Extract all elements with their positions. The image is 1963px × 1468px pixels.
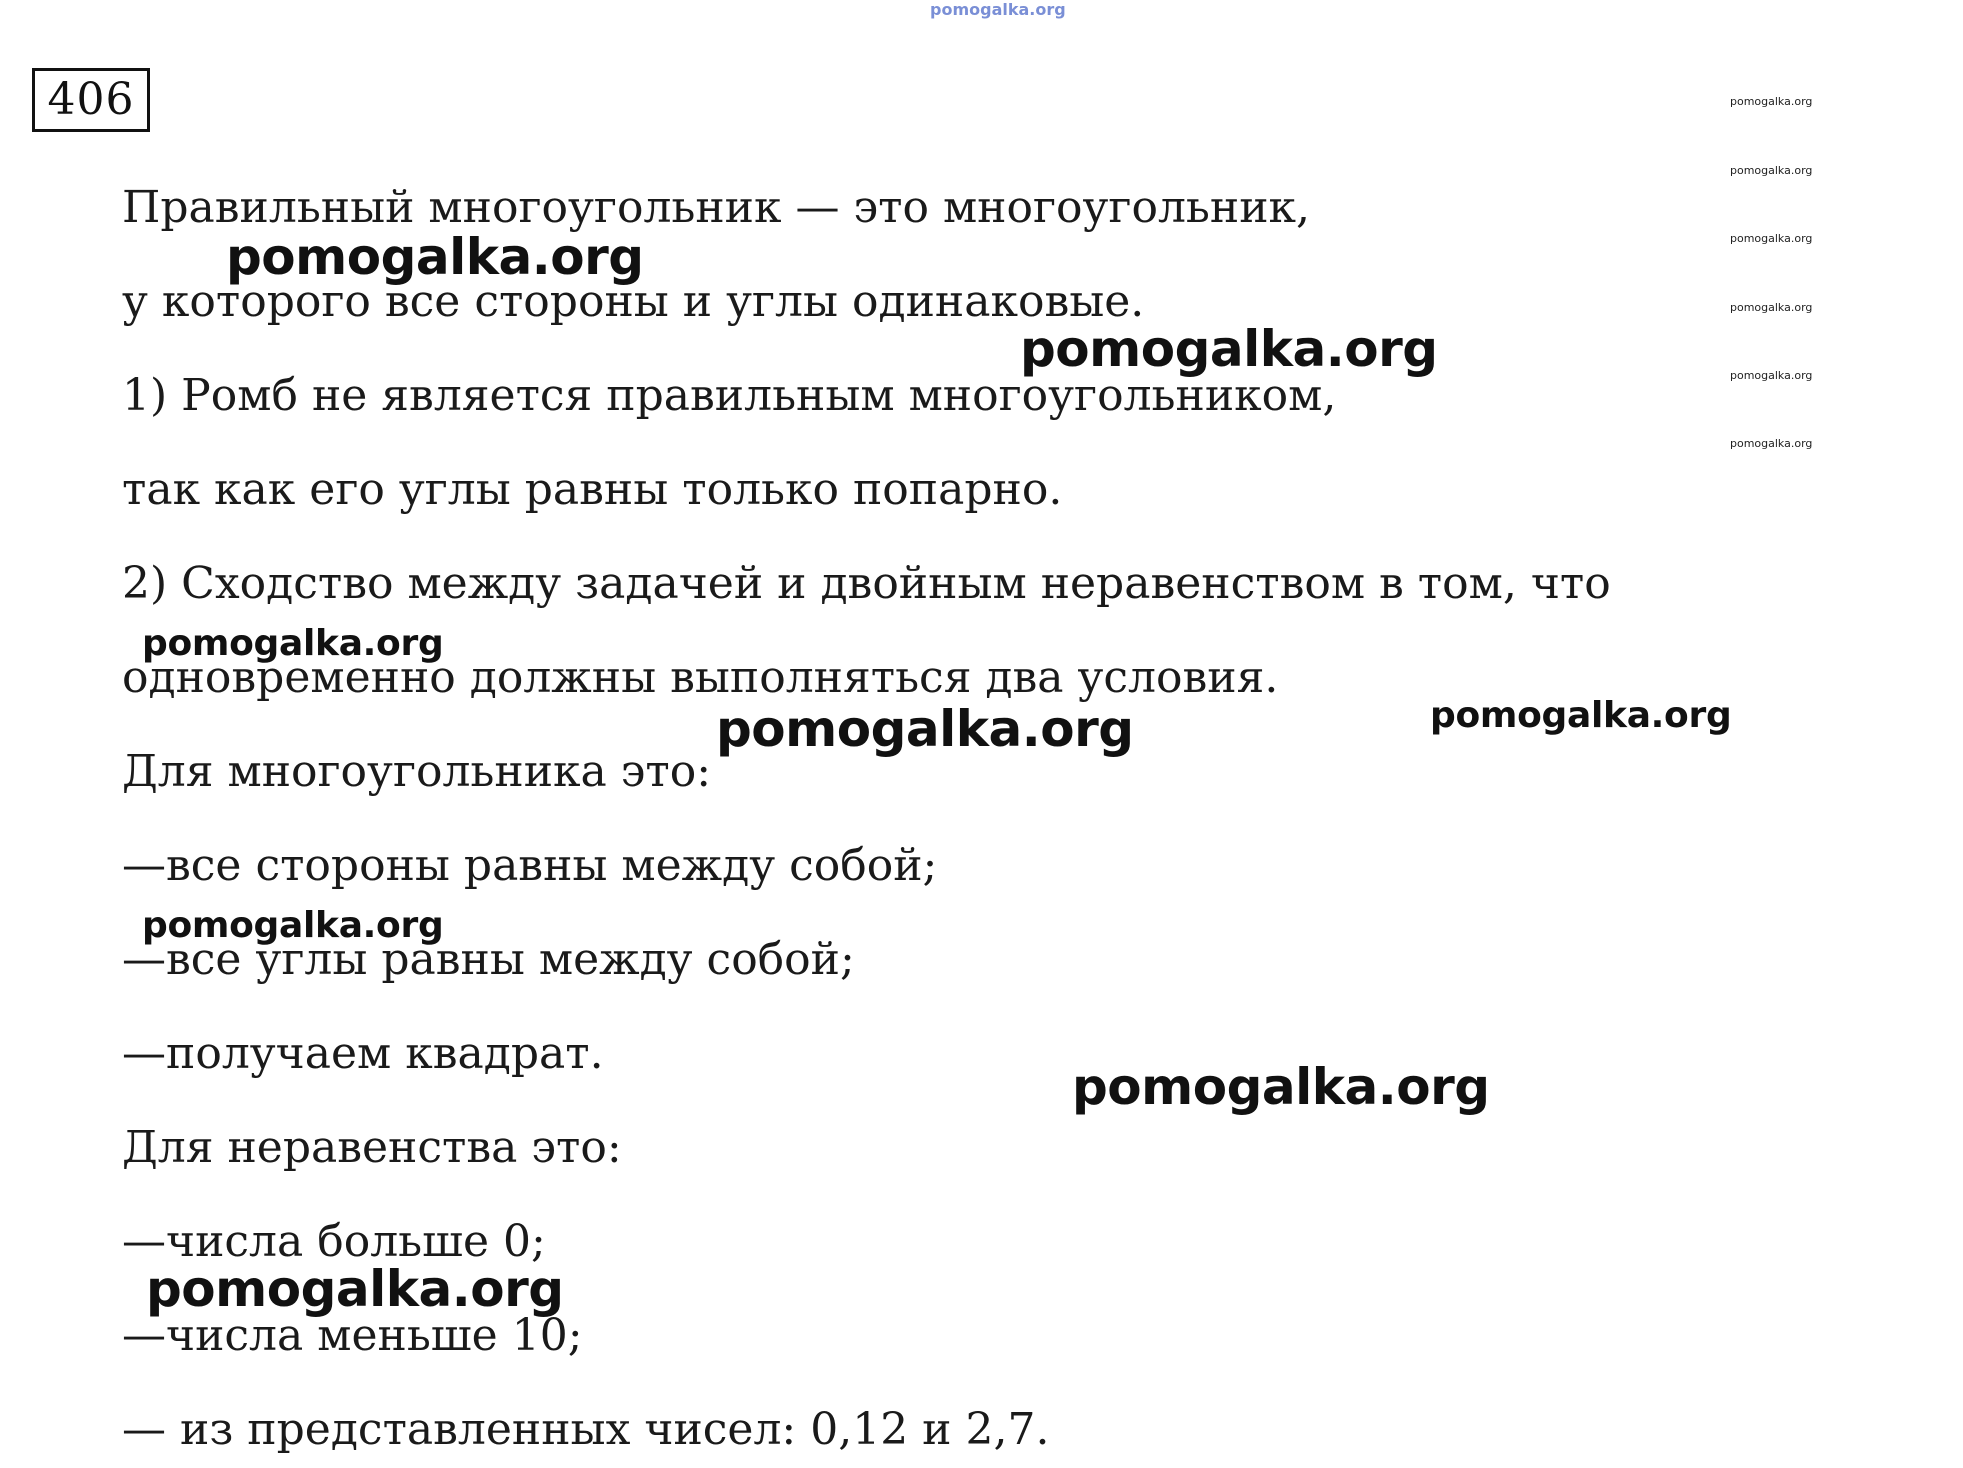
problem-number: 406 bbox=[32, 68, 150, 132]
text-line: —числа больше 0; bbox=[122, 1216, 546, 1267]
watermark-small: pomogalka.org bbox=[1730, 301, 1813, 314]
watermark-medium: pomogalka.org bbox=[142, 905, 444, 946]
watermark-large: pomogalka.org bbox=[146, 1260, 564, 1318]
text-line: Для неравенства это: bbox=[122, 1122, 622, 1173]
watermark-small: pomogalka.org bbox=[1730, 164, 1813, 177]
text-line: —числа меньше 10; bbox=[122, 1310, 583, 1361]
watermark-top: pomogalka.org bbox=[930, 0, 1066, 19]
text-line: Правильный многоугольник — это многоугольник, bbox=[122, 182, 1310, 233]
text-line: —получаем квадрат. bbox=[122, 1028, 604, 1079]
text-line: — из представленных чисел: 0,12 и 2,7. bbox=[122, 1404, 1050, 1455]
text-line: у которого все стороны и углы одинаковые. bbox=[122, 276, 1145, 327]
text-line: 2) Сходство между задачей и двойным неравенством в том, что bbox=[122, 558, 1611, 609]
text-line: 1) Ромб не является правильным многоугольником, bbox=[122, 370, 1337, 421]
watermark-small: pomogalka.org bbox=[1730, 232, 1813, 245]
text-line: —все углы равны между собой; bbox=[122, 934, 855, 985]
text-line: —все стороны равны между собой; bbox=[122, 840, 938, 891]
watermark-large: pomogalka.org bbox=[1020, 320, 1438, 378]
watermark-large: pomogalka.org bbox=[716, 700, 1134, 758]
watermark-small: pomogalka.org bbox=[1730, 437, 1813, 450]
watermark-large: pomogalka.org bbox=[226, 228, 644, 286]
watermark-medium: pomogalka.org bbox=[1430, 695, 1732, 736]
watermark-large: pomogalka.org bbox=[1072, 1058, 1490, 1116]
text-line: Для многоугольника это: bbox=[122, 746, 712, 797]
watermark-small: pomogalka.org bbox=[1730, 369, 1813, 382]
watermark-medium: pomogalka.org bbox=[142, 623, 444, 664]
text-line: так как его углы равны только попарно. bbox=[122, 464, 1063, 515]
watermark-small: pomogalka.org bbox=[1730, 95, 1813, 108]
text-line: одновременно должны выполняться два условия. bbox=[122, 652, 1279, 703]
